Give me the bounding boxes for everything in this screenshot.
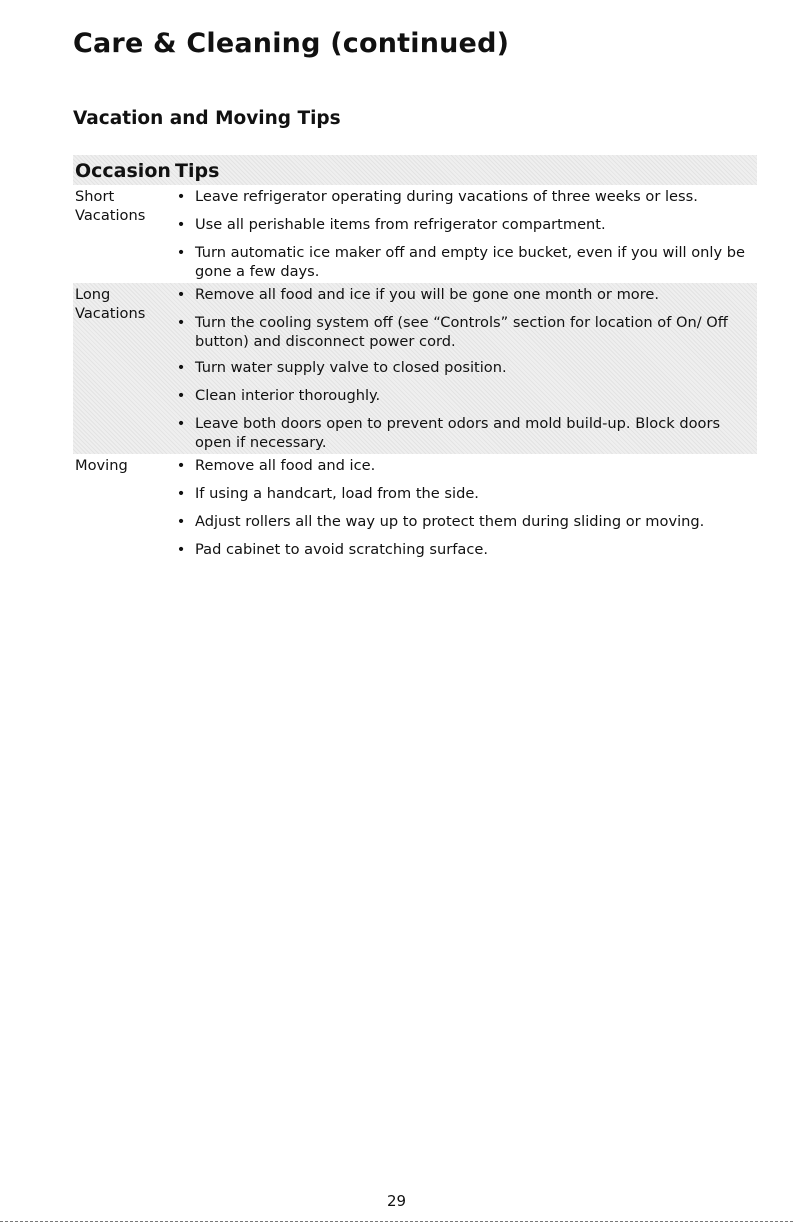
bullet-icon: •: [176, 457, 186, 474]
tip-text: Leave both doors open to prevent odors and mold build-up. Block doors open if necessary.: [195, 415, 721, 451]
tip-text: Clean interior thoroughly.: [195, 387, 381, 404]
list-item: [167, 412, 757, 452]
list-item: [167, 510, 757, 533]
table-row: [73, 185, 757, 283]
section-title: Vacation and Moving Tips: [73, 108, 341, 129]
page-title: Care & Cleaning (continued): [73, 28, 510, 59]
page-bottom-rule: [0, 1221, 793, 1222]
bullet-icon: •: [176, 387, 186, 404]
bullet-icon: •: [176, 485, 186, 502]
occasion-cell: Moving: [75, 457, 128, 474]
bullet-icon: •: [176, 286, 186, 303]
tips-table: [73, 155, 757, 563]
bullet-icon: •: [176, 314, 186, 331]
list-item: [167, 241, 757, 281]
list-item: [167, 538, 757, 561]
header-occasion: Occasion: [75, 159, 171, 182]
tips-list: [167, 283, 757, 454]
occasion-cell: Long Vacations: [75, 286, 146, 322]
list-item: [167, 384, 757, 407]
list-item: [167, 283, 757, 306]
tips-list: [167, 185, 757, 283]
list-item: [167, 311, 757, 351]
tip-text: Turn automatic ice maker off and empty ice bucket, even if you will only be gone a few days.: [195, 244, 745, 280]
tip-text: If using a handcart, load from the side.: [195, 485, 479, 502]
bullet-icon: •: [176, 216, 186, 233]
table-header: [73, 155, 757, 185]
occasion-cell: Short Vacations: [75, 188, 146, 224]
table-row: [73, 283, 757, 454]
tip-text: Adjust rollers all the way up to protect them during sliding or moving.: [195, 513, 705, 530]
tip-text: Remove all food and ice if you will be gone one month or more.: [195, 286, 660, 303]
tip-text: Pad cabinet to avoid scratching surface.: [195, 541, 488, 558]
bullet-icon: •: [176, 513, 186, 530]
bullet-icon: •: [176, 188, 186, 205]
tip-text: Use all perishable items from refrigerator compartment.: [195, 216, 606, 233]
list-item: [167, 185, 757, 208]
tip-text: Leave refrigerator operating during vacations of three weeks or less.: [195, 188, 698, 205]
tip-text: Turn the cooling system off (see “Controls” section for location of On/ Off button) and disconnect power cord.: [195, 314, 728, 350]
list-item: [167, 356, 757, 379]
list-item: [167, 213, 757, 236]
bullet-icon: •: [176, 415, 186, 432]
bullet-icon: •: [176, 359, 186, 376]
tips-list: [167, 454, 757, 563]
header-tips: Tips: [175, 159, 220, 182]
bullet-icon: •: [176, 244, 186, 261]
tip-text: Turn water supply valve to closed position.: [195, 359, 507, 376]
list-item: [167, 454, 757, 477]
table-body: [73, 185, 757, 563]
list-item: [167, 482, 757, 505]
page-number: 29: [386, 1192, 407, 1210]
table-row: [73, 454, 757, 563]
tip-text: Remove all food and ice.: [195, 457, 376, 474]
bullet-icon: •: [176, 541, 186, 558]
